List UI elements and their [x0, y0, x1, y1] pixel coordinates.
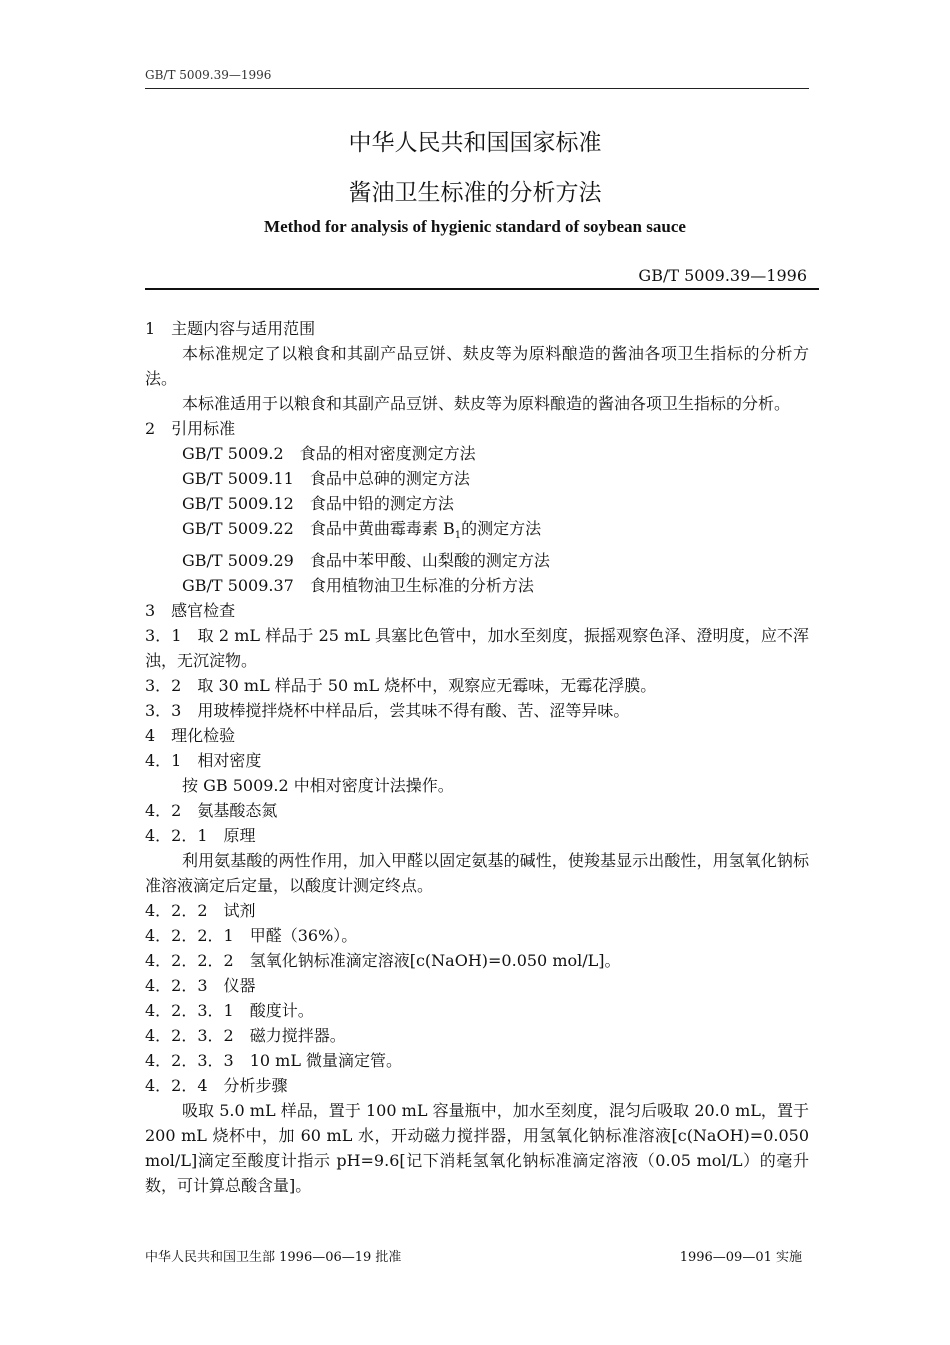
paragraph: 利用氨基酸的两性作用，加入甲醛以固定氨基的碱性，使羧基显示出酸性，用氢氧化钠标准溶液滴定后定量，以酸度计测定终点。 — [145, 851, 809, 896]
clause: 4．2．3．2 磁力搅拌器。 — [145, 1026, 346, 1046]
section-heading: 1 主题内容与适用范围 — [145, 319, 316, 338]
header-rule — [145, 88, 809, 89]
clause: 3．1 取 2 mL 样品于 25 mL 具塞比色管中，加水至刻度，振摇观察色泽、澄明度，应不浑浊，无沉淀物。 — [145, 626, 809, 671]
reference-item: GB/T 5009.11 食品中总砷的测定方法 — [182, 469, 470, 488]
implementation-date: 1996—09—01 实施 — [679, 1250, 802, 1265]
clause: 3．3 用玻棒搅拌烧杯中样品后，尝其味不得有酸、苦、涩等异味。 — [145, 701, 630, 721]
clause: 4．2．3．3 10 mL 微量滴定管。 — [145, 1051, 403, 1071]
running-header-code: GB/T 5009.39—1996 — [145, 68, 272, 82]
subscript: 1 — [454, 530, 462, 542]
subsection-heading: 4．2．4 分析步骤 — [145, 1076, 288, 1096]
subsection-heading: 4．2．3 仪器 — [145, 976, 256, 996]
reference-item: GB/T 5009.29 食品中苯甲酸、山梨酸的测定方法 — [182, 551, 550, 571]
subsection-heading: 4．2．1 原理 — [145, 826, 256, 846]
english-title: Method for analysis of hygienic standard of soybean sauce — [264, 217, 686, 236]
title-national-standard: 中华人民共和国国家标准 — [348, 130, 602, 156]
paragraph: 本标准适用于以粮食和其副产品豆饼、麸皮等为原料酿造的酱油各项卫生指标的分析。 — [182, 394, 791, 413]
reference-item — [145, 516, 809, 548]
document-title: 酱油卫生标准的分析方法 — [348, 180, 602, 206]
subsection-heading: 4．2 氨基酸态氮 — [145, 801, 278, 821]
clause: 4．2．2．1 甲醛（36%）。 — [145, 926, 358, 946]
reference-text: GB/T 5009.22 食品中黄曲霉毒素 B — [182, 519, 455, 538]
document-body — [145, 316, 809, 1198]
reference-item: GB/T 5009.2 食品的相对密度测定方法 — [182, 444, 476, 463]
standard-code: GB/T 5009.39—1996 — [638, 266, 807, 285]
paragraph: 吸取 5.0 mL 样品，置于 100 mL 容量瓶中，加水至刻度，混匀后吸取 20.0 mL，置于 200 mL 烧杯中，加 60 mL 水，开动磁力搅拌器，用氢氧化钠标准溶液[c(NaOH)=0.050 mol/L]滴定至酸度计指示 pH=9.6[记下消耗氢氧化钠标准滴定溶液（0.05 mol/L）的毫升数，可计算总酸含量]。 — [145, 1101, 809, 1196]
subsection-heading: 4．2．2 试剂 — [145, 901, 256, 921]
reference-item: GB/T 5009.37 食用植物油卫生标准的分析方法 — [182, 576, 534, 596]
section-heading: 2 引用标准 — [145, 419, 236, 438]
reference-text-tail: 的测定方法 — [461, 519, 542, 538]
approval-date: 中华人民共和国卫生部 1996—06—19 批准 — [145, 1250, 402, 1265]
section-heading: 3 感官检查 — [145, 601, 236, 621]
section-heading: 4 理化检验 — [145, 726, 236, 746]
clause: 4．2．2．2 氢氧化钠标准滴定溶液[c(NaOH)=0.050 mol/L]。 — [145, 951, 621, 971]
reference-item: GB/T 5009.12 食品中铅的测定方法 — [182, 494, 454, 513]
paragraph: 按 GB 5009.2 中相对密度计法操作。 — [182, 776, 454, 796]
title-rule — [145, 288, 819, 290]
subsection-heading: 4．1 相对密度 — [145, 751, 262, 771]
clause: 3．2 取 30 mL 样品于 50 mL 烧杯中，观察应无霉味，无霉花浮膜。 — [145, 676, 657, 696]
clause: 4．2．3．1 酸度计。 — [145, 1001, 314, 1021]
paragraph: 本标准规定了以粮食和其副产品豆饼、麸皮等为原料酿造的酱油各项卫生指标的分析方法。 — [145, 344, 809, 388]
